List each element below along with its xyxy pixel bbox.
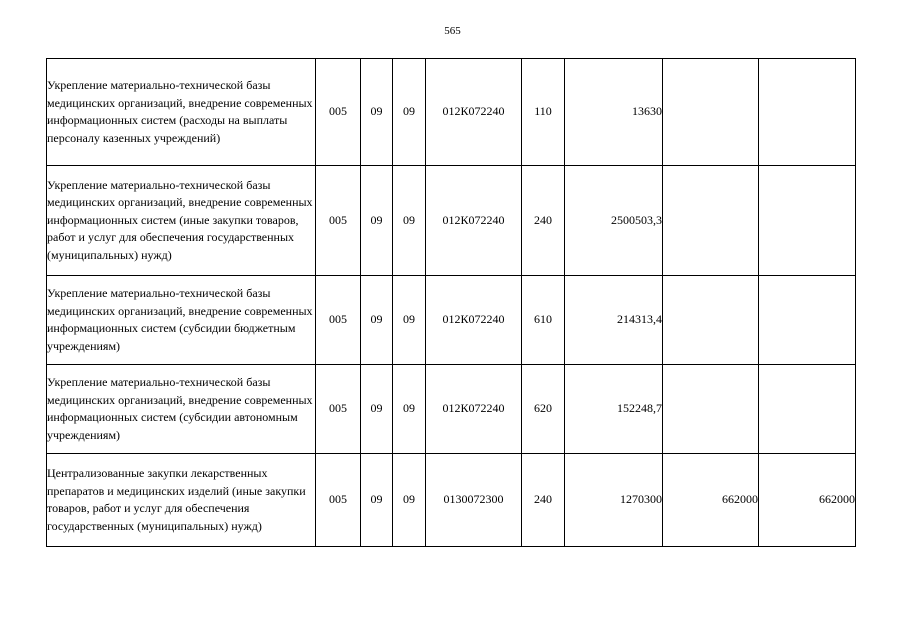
target-article-cell: 012К072240 [426, 276, 522, 365]
expense-name-cell: Укрепление материально-технической базы медицинских организаций, внедрение современных информационных систем (иные закупки товаров, работ и услуг для обеспечения государственных (муниципальных) нужд) [47, 166, 316, 276]
subsection-code-cell: 09 [393, 166, 426, 276]
amount-3-cell: 662000 [759, 454, 856, 547]
amount-3-cell [759, 276, 856, 365]
ministry-code-cell: 005 [316, 59, 361, 166]
amount-2-cell: 662000 [663, 454, 759, 547]
ministry-code-cell: 005 [316, 276, 361, 365]
expense-name-cell: Укрепление материально-технической базы медицинских организаций, внедрение современных информационных систем (субсидии автономным учреждениям) [47, 365, 316, 454]
expense-name-cell: Укрепление материально-технической базы медицинских организаций, внедрение современных информационных систем (субсидии бюджетным учреждениям) [47, 276, 316, 365]
amount-3-cell [759, 59, 856, 166]
subsection-code-cell: 09 [393, 59, 426, 166]
page-number: 565 [444, 25, 461, 37]
amount-1-cell: 1270300 [565, 454, 663, 547]
amount-1-cell: 152248,7 [565, 365, 663, 454]
expense-type-cell: 240 [522, 454, 565, 547]
expense-name-cell: Укрепление материально-технической базы медицинских организаций, внедрение современных информационных систем (расходы на выплаты персоналу казенных учреждений) [47, 59, 316, 166]
amount-3-cell [759, 365, 856, 454]
amount-2-cell [663, 166, 759, 276]
table-row [47, 166, 856, 276]
section-code-cell: 09 [361, 454, 393, 547]
ministry-code-cell: 005 [316, 365, 361, 454]
subsection-code-cell: 09 [393, 454, 426, 547]
ministry-code-cell: 005 [316, 166, 361, 276]
target-article-cell: 012К072240 [426, 166, 522, 276]
amount-2-cell [663, 276, 759, 365]
table-row [47, 365, 856, 454]
target-article-cell: 012К072240 [426, 59, 522, 166]
amount-1-cell: 13630 [565, 59, 663, 166]
subsection-code-cell: 09 [393, 365, 426, 454]
expense-type-cell: 620 [522, 365, 565, 454]
subsection-code-cell: 09 [393, 276, 426, 365]
table-row [47, 276, 856, 365]
section-code-cell: 09 [361, 166, 393, 276]
amount-3-cell [759, 166, 856, 276]
expense-name-cell: Централизованные закупки лекарственных препаратов и медицинских изделий (иные закупки товаров, работ и услуг для обеспечения государственных (муниципальных) нужд) [47, 454, 316, 547]
table-row [47, 59, 856, 166]
table-row [47, 454, 856, 547]
amount-1-cell: 214313,4 [565, 276, 663, 365]
target-article-cell: 0130072300 [426, 454, 522, 547]
amount-2-cell [663, 365, 759, 454]
amount-1-cell: 2500503,3 [565, 166, 663, 276]
section-code-cell: 09 [361, 365, 393, 454]
expense-type-cell: 240 [522, 166, 565, 276]
expense-type-cell: 610 [522, 276, 565, 365]
budget-table [46, 58, 856, 547]
target-article-cell: 012К072240 [426, 365, 522, 454]
section-code-cell: 09 [361, 276, 393, 365]
section-code-cell: 09 [361, 59, 393, 166]
ministry-code-cell: 005 [316, 454, 361, 547]
expense-type-cell: 110 [522, 59, 565, 166]
amount-2-cell [663, 59, 759, 166]
